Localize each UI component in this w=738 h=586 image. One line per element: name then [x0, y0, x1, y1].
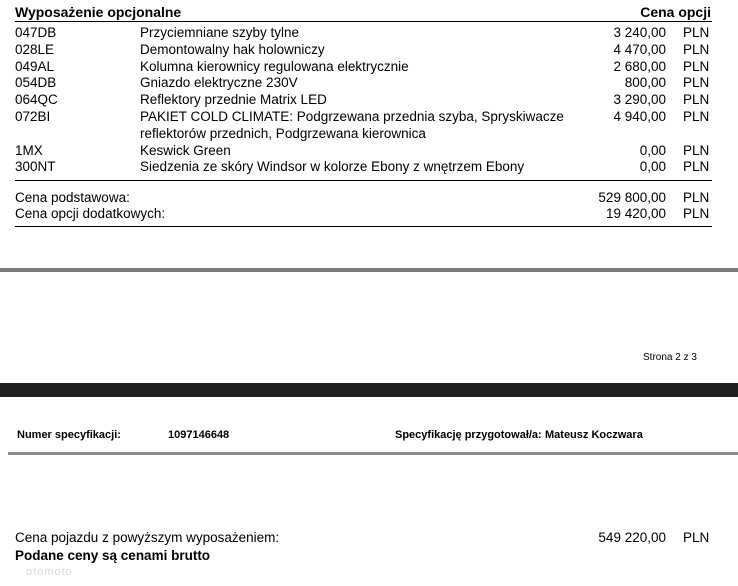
spec-number-label: Numer specyfikacji:: [17, 429, 121, 441]
option-price: 2 680,00: [613, 58, 666, 74]
option-currency: PLN: [683, 41, 710, 57]
base-price-value: 529 800,00: [598, 190, 666, 205]
options-price-label: Cena opcji dodatkowych:: [15, 206, 166, 221]
option-code: 054DB: [15, 75, 57, 91]
prepared-by-value: Mateusz Koczwara: [545, 429, 643, 441]
option-currency: PLN: [683, 142, 710, 158]
option-description: Kolumna kierownicy regulowana elektrycznie: [140, 58, 409, 74]
base-price-currency: PLN: [683, 190, 710, 205]
rows-divider: [15, 180, 712, 181]
option-code: 047DB: [15, 25, 57, 40]
option-code: 072BI: [15, 109, 51, 124]
page-number: Strona 2 z 3: [643, 352, 697, 363]
option-currency: PLN: [683, 92, 710, 108]
watermark-logo: otomoto: [26, 566, 73, 578]
option-code: 049AL: [15, 58, 55, 74]
total-label: Cena pojazdu z powyższym wyposażeniem:: [15, 530, 280, 545]
option-price: 800,00: [624, 75, 666, 91]
option-description: reflektorów przednich, Podgrzewana kierownica: [140, 125, 426, 141]
base-price-label: Cena podstawowa:: [15, 190, 130, 205]
options-price-value: 19 420,00: [605, 206, 666, 221]
option-description: PAKIET COLD CLIMATE: Podgrzewana przednia szyba, Spryskiwacze: [140, 109, 564, 124]
option-description: Demontowalny hak holowniczy: [140, 41, 325, 57]
option-code: 028LE: [15, 41, 55, 57]
option-description: Keswick Green: [140, 142, 231, 158]
option-description: Siedzenia ze skóry Windsor w kolorze Ebony z wnętrzem Ebony: [140, 159, 525, 175]
option-code: 300NT: [15, 159, 56, 175]
option-code: 064QC: [15, 92, 58, 108]
option-description: Przyciemniane szyby tylne: [140, 25, 300, 40]
header-divider: [15, 21, 712, 22]
spec-divider: [8, 452, 738, 455]
page-top-band: [0, 383, 738, 397]
total-value: 549 220,00: [598, 530, 666, 545]
options-header: Wyposażenie opcjonalne: [15, 4, 182, 20]
option-price: 4 940,00: [613, 109, 666, 124]
options-price-currency: PLN: [683, 206, 710, 221]
option-currency: PLN: [683, 25, 710, 40]
price-header: Cena opcji: [640, 4, 711, 20]
page-bottom-band: [0, 268, 738, 272]
option-price: 3 290,00: [613, 92, 666, 108]
option-price: 0,00: [639, 142, 666, 158]
spec-number-value: 1097146648: [168, 429, 230, 441]
prepared-by-label: Specyfikację przygotował/a:: [395, 429, 542, 441]
option-description: Gniazdo elektryczne 230V: [140, 75, 298, 91]
total-currency: PLN: [683, 530, 710, 545]
option-currency: PLN: [683, 159, 710, 175]
option-currency: PLN: [683, 109, 710, 124]
option-currency: PLN: [683, 75, 710, 91]
option-code: 1MX: [15, 142, 43, 158]
option-price: 0,00: [639, 159, 666, 175]
option-price: 4 470,00: [613, 41, 666, 57]
option-currency: PLN: [683, 58, 710, 74]
option-description: Reflektory przednie Matrix LED: [140, 92, 327, 108]
summary-divider: [15, 226, 712, 227]
option-price: 3 240,00: [613, 25, 666, 40]
gross-price-note: Podane ceny są cenami brutto: [15, 548, 211, 563]
